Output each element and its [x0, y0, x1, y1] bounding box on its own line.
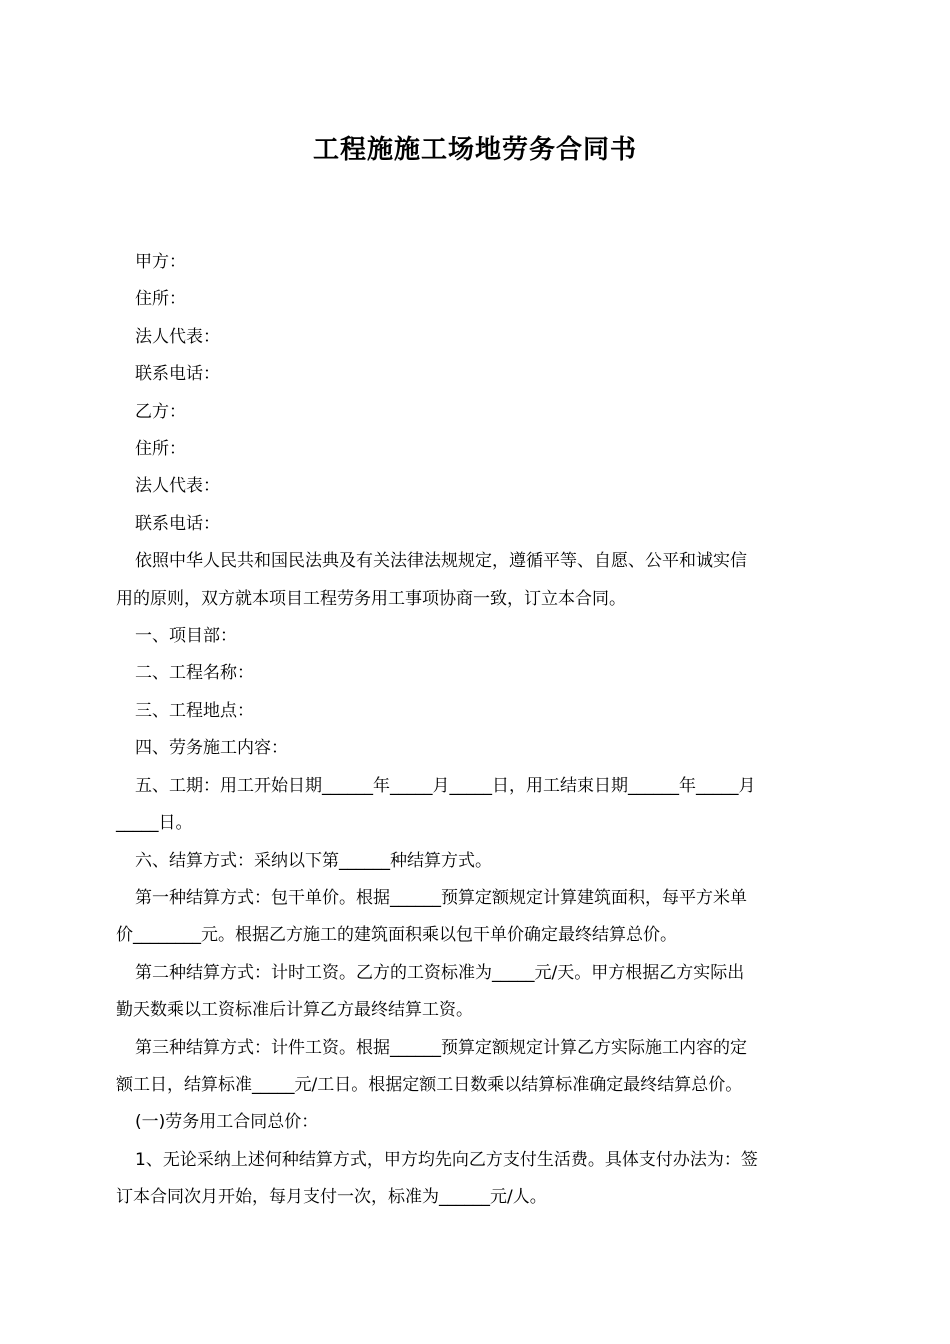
clause-project-dept: 一、项目部： [135, 626, 237, 647]
document-title: 工程施施工场地劳务合同书 [312, 135, 637, 165]
settlement-method-3-line-1: 第三种结算方式：计件工资。根据______预算定额规定计算乙方实际施工内容的定 [135, 1037, 747, 1058]
settlement-method-2-line-1: 第二种结算方式：计时工资。乙方的工资标准为_____元/天。甲方根据乙方实际出 [135, 962, 745, 983]
party-a-address: 住所： [135, 289, 186, 310]
party-b-label: 乙方： [135, 401, 186, 422]
intro-line-1: 依照中华人民共和国民法典及有关法律法规规定，遵循平等、自愿、公平和诚实信 [135, 551, 747, 572]
party-b-address: 住所： [135, 439, 186, 460]
clause-project-location: 三、工程地点： [135, 700, 254, 721]
clause-schedule-line-1: 五、工期：用工开始日期______年_____月_____日，用工结束日期______年_____月 [135, 775, 756, 796]
clause-schedule-line-2: _____日。 [116, 813, 193, 834]
contract-body [116, 244, 836, 1217]
party-b-phone: 联系电话： [135, 513, 220, 534]
clause-settlement-method: 六、结算方式：采纳以下第______种结算方式。 [135, 850, 492, 871]
settlement-method-3-line-2: 额工日，结算标准_____元/工日。根据定额工日数乘以结算标准确定最终结算总价。 [116, 1074, 743, 1095]
total-price-item-1-line-2: 订本合同次月开始，每月支付一次，标准为______元/人。 [116, 1187, 547, 1208]
party-a-phone: 联系电话： [135, 364, 220, 385]
clause-project-name: 二、工程名称： [135, 663, 254, 684]
party-b-legal-rep: 法人代表： [135, 476, 220, 497]
settlement-method-1-line-2: 价________元。根据乙方施工的建筑面积乘以包干单价确定最终结算总价。 [116, 925, 677, 946]
party-a-label: 甲方： [135, 252, 186, 272]
intro-line-2: 用的原则，双方就本项目工程劳务用工事项协商一致，订立本合同。 [116, 588, 626, 609]
settlement-method-2-line-2: 勤天数乘以工资标准后计算乙方最终结算工资。 [116, 1000, 473, 1021]
total-price-heading: (一)劳务用工合同总价： [135, 1112, 319, 1133]
party-a-legal-rep: 法人代表： [135, 326, 220, 347]
clause-labor-content: 四、劳务施工内容： [135, 738, 288, 759]
total-price-item-1-line-1: 1、无论采纳上述何种结算方式，甲方均先向乙方支付生活费。具体支付办法为：签 [135, 1149, 758, 1170]
settlement-method-1-line-1: 第一种结算方式：包干单价。根据______预算定额规定计算建筑面积，每平方米单 [135, 887, 747, 908]
